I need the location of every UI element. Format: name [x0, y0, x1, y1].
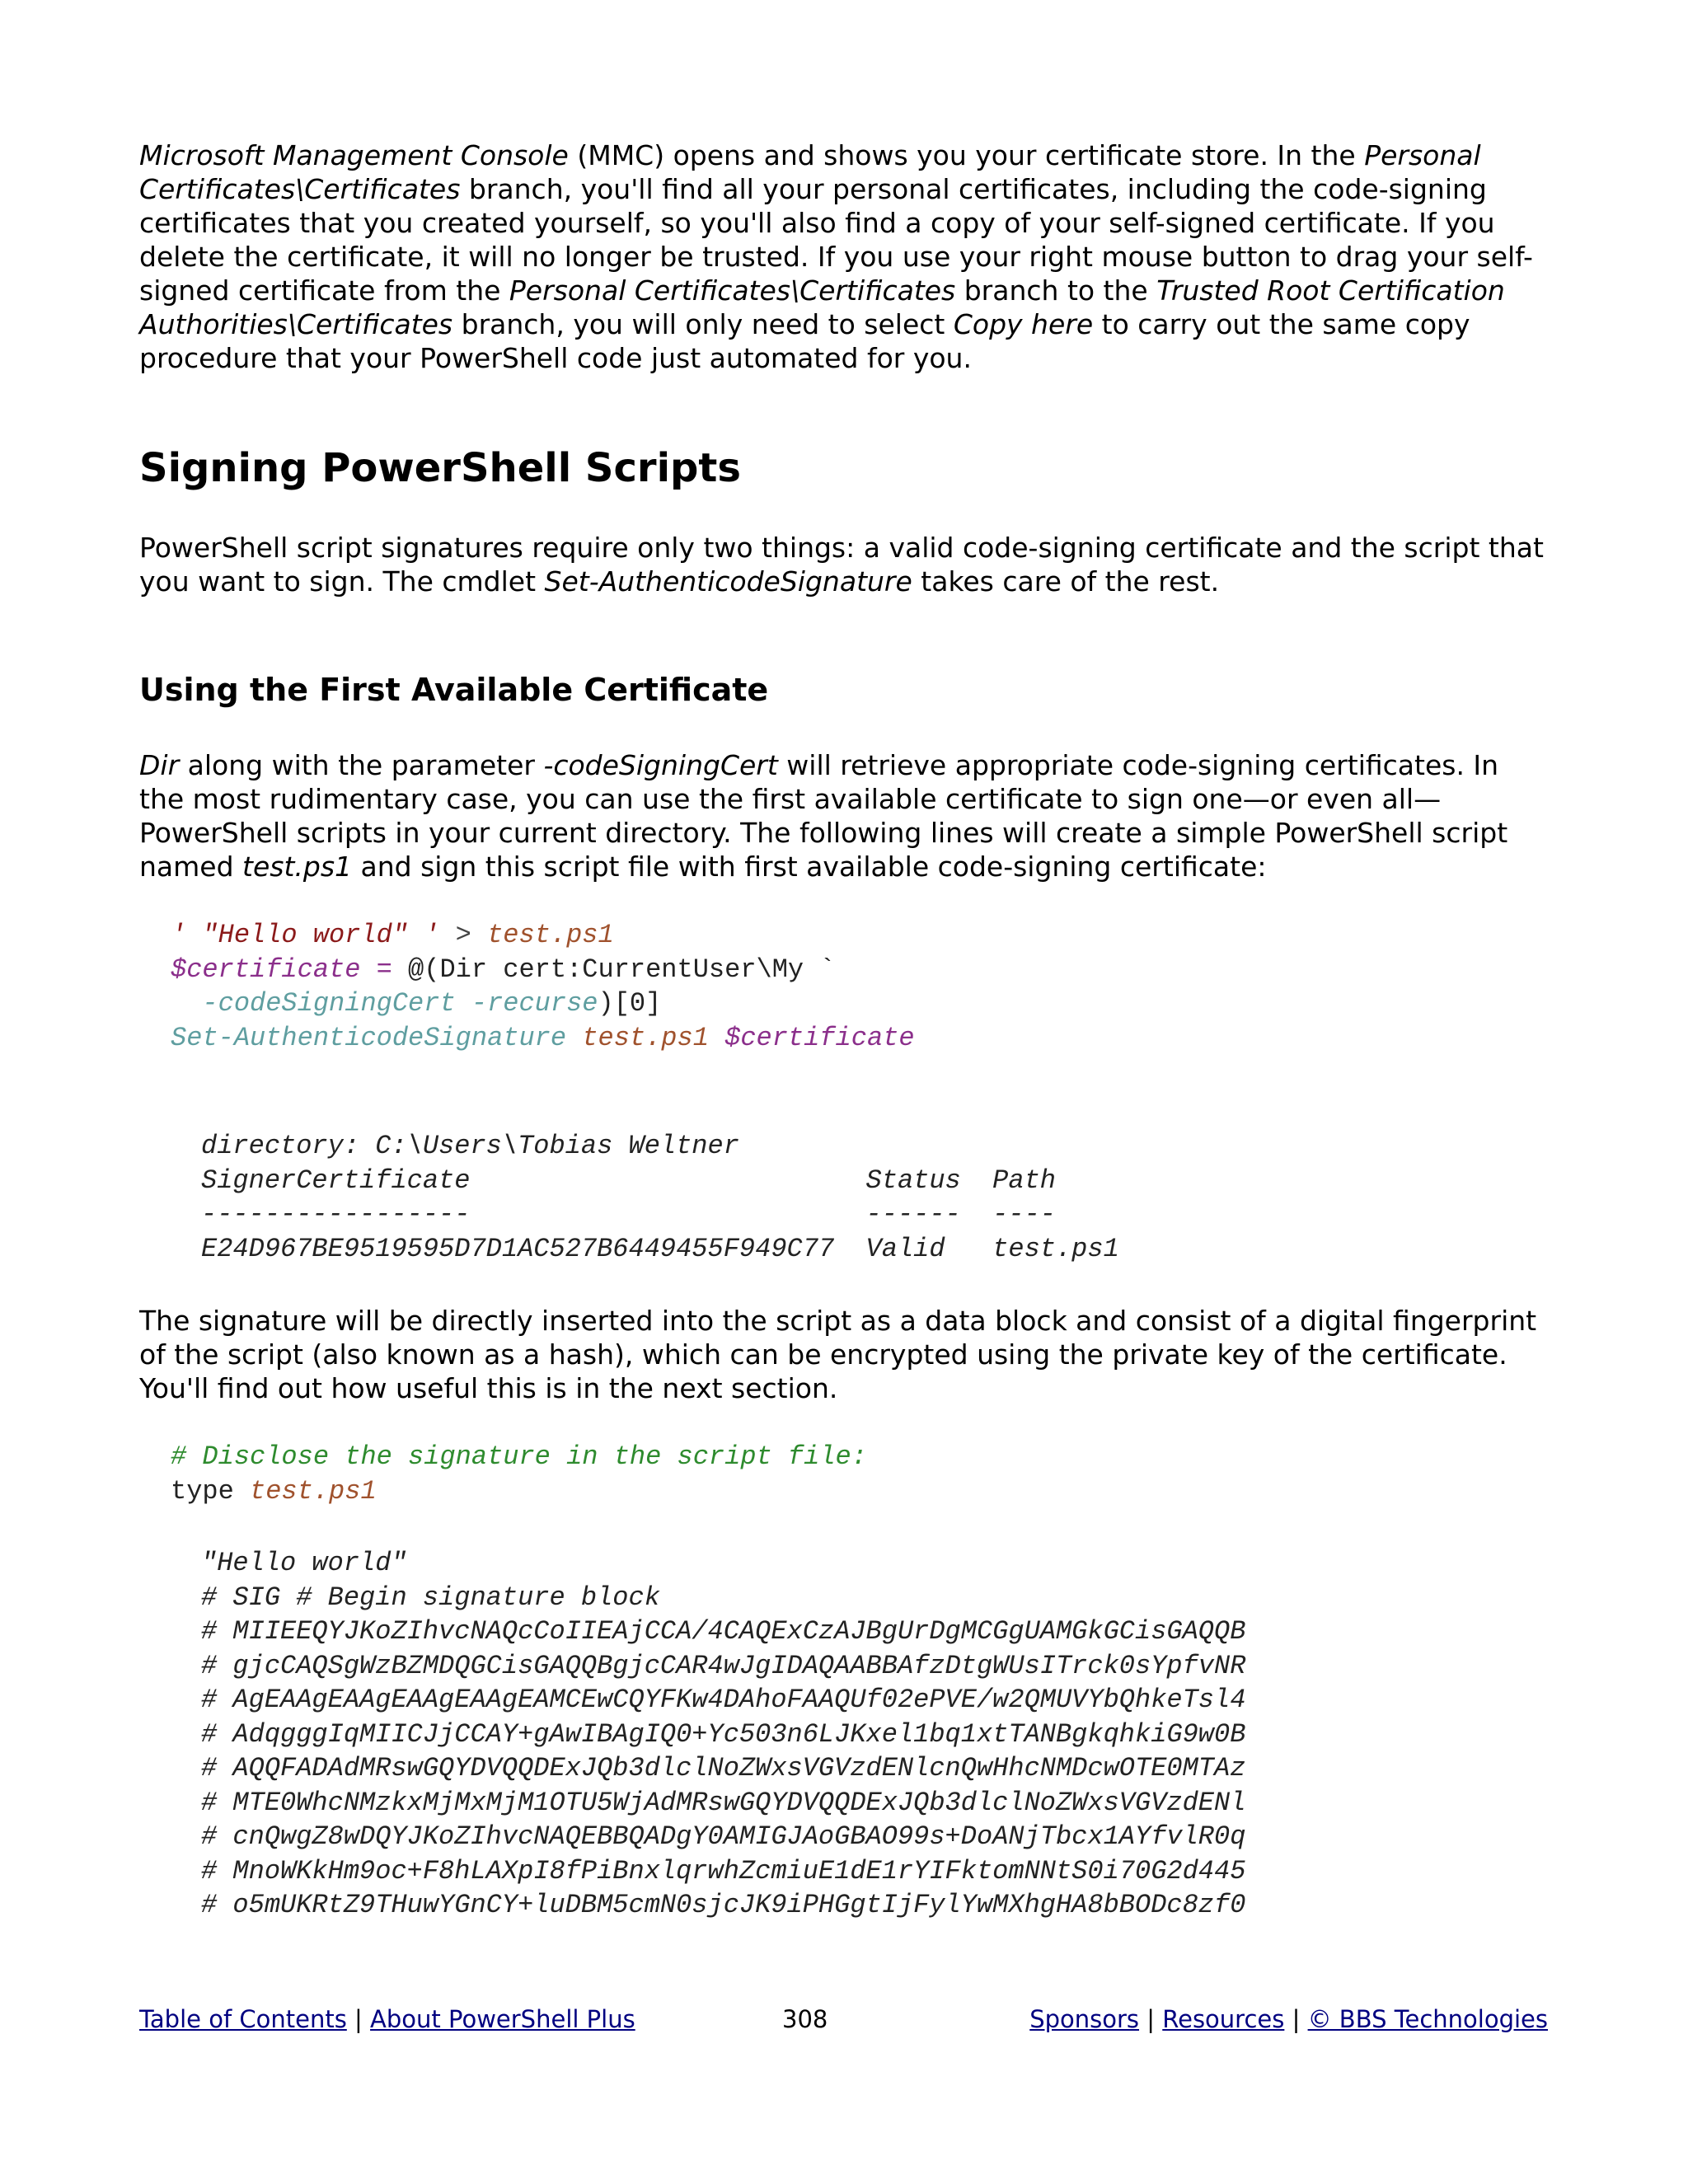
output-line: # cnQwgZ8wDQYJKoZIhvcNAQEBBQADgY0AMIGJAoGBAO99s+DoANjTbcx1AYfvlR0q: [201, 1821, 1246, 1852]
output-line: # AgEAAgEAAgEAAgEAAgEAMCEwCQYFKw4DAhoFAAQUf02ePVE/w2QMUVYbQhkeTsl4: [201, 1685, 1246, 1715]
intro-path: Personal Certificates\Certificates: [139, 139, 1481, 205]
intro-text: (MMC) opens and shows you your certificate store. In the: [568, 139, 1365, 171]
output-block-sign: [201, 1129, 1550, 1266]
signing-text: PowerShell script signatures require only two things: a valid code-signing certificate and the script that you want to sign. The cmdlet: [139, 532, 1544, 598]
code-file: test.ps1: [250, 1475, 377, 1507]
output-line: # MTE0WhcNMzkxMjMxMjM1OTU5WjAdMRswGQYDVQQDExJQb3dlclNoZWxsVGVzdENl: [201, 1787, 1246, 1818]
page-content: [139, 138, 1550, 1923]
code-line: [171, 987, 1550, 1021]
first-cert-text: will retrieve appropriate code-signing certificates. In the most rudimentary case, you can use the first available certificate to sign one—or even all—PowerShell scripts in your current directory. The following lines will create a simple PowerShell script named: [139, 749, 1508, 883]
copyright-link[interactable]: © BBS Technologies: [1307, 2005, 1548, 2033]
first-cert-paragraph: [139, 748, 1550, 883]
signature-paragraph: The signature will be directly inserted into the script as a data block and consist of a digital fingerprint of the script (also known as a hash), which can be encrypted using the private key of the certificate. You'll find out how useful this is in the next section.: [139, 1305, 1537, 1404]
code-operator: =: [360, 954, 409, 985]
footer-separator: |: [346, 2005, 371, 2033]
intro-copy-here: Copy here: [953, 308, 1094, 340]
intro-path: Trusted Root Certification Authorities\Certificates: [139, 274, 1505, 340]
intro-text: branch, you will only need to select: [452, 308, 954, 340]
code-comment: # Disclose the signature in the script file:: [171, 1441, 867, 1472]
intro-path: Personal Certificates\Certificates: [509, 274, 956, 307]
output-line: ----------------- ------ ----: [201, 1199, 1056, 1230]
output-line: # AQQFADAdMRswGQYDVQQDExJQb3dlclNoZWxsVGVzdENlcnQwHhcNMDcwOTE0MTAz: [201, 1753, 1246, 1783]
code-space: [709, 1023, 724, 1053]
about-powershell-plus-link[interactable]: About PowerShell Plus: [370, 2005, 635, 2033]
footer-separator: |: [1284, 2005, 1308, 2033]
intro-text: branch to the: [955, 274, 1157, 307]
code-text: )[0]: [598, 988, 662, 1019]
code-space: [566, 1023, 582, 1053]
intro-text: branch, you'll find all your personal certificates, including the code-signing certificates that you created yourself, so you'll also find a copy of your self-signed certificate. If you delete the certificate, it will no longer be trusted. If you use your right mouse button to drag your self-signed certificate from the: [139, 173, 1533, 307]
code-command: type: [171, 1475, 234, 1507]
first-cert-text: along with the parameter: [179, 749, 544, 781]
intro-text: to carry out the same copy procedure that your PowerShell code just automated for you.: [139, 308, 1470, 374]
heading-first-certificate: Using the First Available Certificate: [139, 672, 769, 708]
intro-mmc: Microsoft Management Console: [139, 139, 569, 171]
output-line: # MIIEEQYJKoZIhvcNAQcCoIIEAjCCA/4CAQExCzAJBgUrDgMCGgUAMGkGCisGAQQB: [201, 1616, 1246, 1647]
code-space: [456, 988, 471, 1019]
code-file: test.ps1: [582, 1022, 709, 1053]
output-line: # o5mUKRtZ9THuwYGnCY+luDBM5cmN0sjcJK9iPHGgtIjFylYwMXhgHA8bBODc8zf0: [201, 1890, 1246, 1920]
heading-signing-scripts: Signing PowerShell Scripts: [139, 445, 741, 491]
code-cmdlet: Set-AuthenticodeSignature: [171, 1022, 567, 1053]
first-cert-text: and sign this script file with first available code-signing certificate:: [352, 851, 1267, 883]
page-number: 308: [782, 2005, 828, 2033]
code-line: [171, 918, 1550, 953]
output-line: E24D967BE9519595D7D1AC527B6449455F949C77 Valid test.ps1: [201, 1233, 1119, 1264]
output-line: # gjcCAQSgWzBZMDQGCisGAQQBgjcCAR4wJgIDAQAABBAfzDtgWUsITrck0sYpfvNR: [201, 1650, 1246, 1681]
sponsors-link[interactable]: Sponsors: [1029, 2005, 1140, 2033]
code-operator: >: [439, 920, 488, 950]
param-term: -codeSigningCert: [543, 749, 778, 781]
code-indent: [171, 988, 202, 1019]
code-line: [171, 1021, 1550, 1056]
output-line: # MnoWKkHm9oc+F8hLAXpI8fPiBnxlqrwhZcmiuE1dE1rYIFktomNNtS0i70G2d445: [201, 1855, 1246, 1886]
output-line: # AdqgggIqMIICJjCCAY+gAwIBAgIQ0+Yc503n6LJKxel1bq1xtTANBgkqhkiG9w0B: [201, 1718, 1246, 1750]
dir-term: Dir: [139, 749, 180, 781]
output-line: SignerCertificate Status Path: [201, 1165, 1056, 1196]
footer-left: [139, 2004, 635, 2034]
code-variable: $certificate: [171, 954, 361, 985]
footer-separator: |: [1139, 2005, 1163, 2033]
output-line: "Hello world": [201, 1548, 407, 1578]
cmdlet-name: Set-AuthenticodeSignature: [544, 565, 912, 598]
code-variable: $certificate: [724, 1022, 915, 1053]
code-param: -recurse: [471, 988, 598, 1019]
code-line: [171, 953, 1550, 987]
code-string: ' "Hello world" ': [171, 920, 440, 950]
file-term: test.ps1: [242, 851, 353, 883]
signing-paragraph: [139, 531, 1550, 598]
output-line: directory: C:\Users\Tobias Weltner: [201, 1131, 739, 1161]
signing-text: takes care of the rest.: [912, 565, 1220, 598]
code-text: @(Dir cert:CurrentUser\My `: [408, 954, 836, 985]
code-space: [234, 1476, 250, 1507]
code-block-type: [171, 1440, 1550, 1508]
footer-right: [1029, 2004, 1548, 2034]
code-line: [171, 1474, 1550, 1509]
code-file: test.ps1: [487, 920, 614, 950]
table-of-contents-link[interactable]: Table of Contents: [139, 2005, 347, 2033]
code-block-sign: [171, 918, 1550, 1055]
output-block-signature: [201, 1546, 1550, 1923]
output-line: # SIG # Begin signature block: [201, 1582, 660, 1613]
code-param: -codeSigningCert: [202, 988, 456, 1019]
intro-paragraph: [139, 138, 1550, 375]
resources-link[interactable]: Resources: [1162, 2005, 1285, 2033]
